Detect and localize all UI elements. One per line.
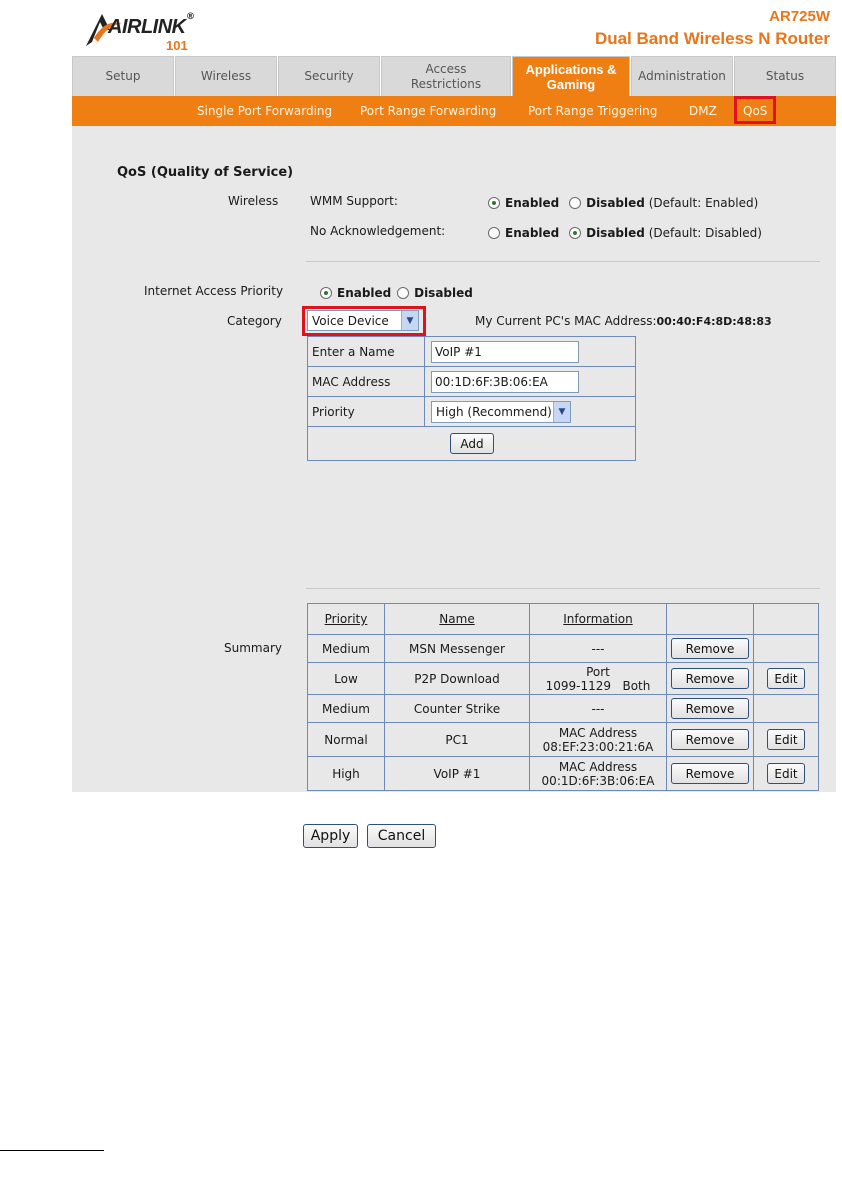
row-info bbox=[530, 663, 667, 695]
tab-administration[interactable]: Administration bbox=[631, 56, 733, 96]
row-info-line2: 08:EF:23:00:21:6A bbox=[542, 739, 654, 754]
logo-number: 101 bbox=[166, 38, 188, 53]
subnav-qos[interactable]: QoS bbox=[743, 104, 768, 118]
logo-wordmark: AIRLINK bbox=[108, 16, 186, 38]
row-info bbox=[530, 635, 667, 663]
wmm-radio-group bbox=[488, 196, 758, 210]
category-label: Category bbox=[227, 314, 282, 328]
row-remove-cell bbox=[667, 723, 754, 757]
priority-cell bbox=[425, 397, 636, 427]
device-name-input[interactable]: VoIP #1 bbox=[431, 341, 579, 363]
row-name: PC1 bbox=[385, 723, 530, 757]
wireless-label: Wireless bbox=[228, 194, 279, 208]
wmm-disabled-label: Disabled bbox=[586, 196, 645, 210]
iap-enabled-radio[interactable] bbox=[320, 287, 332, 299]
row-remove-cell bbox=[667, 635, 754, 663]
chevron-down-icon: ▼ bbox=[401, 311, 418, 330]
row-priority: Low bbox=[308, 663, 385, 695]
subnav-single-port-forwarding[interactable]: Single Port Forwarding bbox=[197, 104, 333, 118]
sub-navigation bbox=[72, 96, 836, 126]
tab-applications-gaming[interactable]: Applications & Gaming bbox=[512, 56, 630, 96]
iap-disabled-label: Disabled bbox=[414, 286, 473, 300]
subnav-port-range-triggering[interactable]: Port Range Triggering bbox=[528, 104, 658, 118]
header-cell bbox=[530, 604, 667, 635]
wmm-disabled-radio[interactable] bbox=[569, 197, 581, 209]
row-info bbox=[530, 695, 667, 723]
row-name: P2P Download bbox=[385, 663, 530, 695]
internet-access-priority-label: Internet Access Priority bbox=[144, 284, 284, 298]
no-acknowledgement-label: No Acknowledgement: bbox=[310, 224, 446, 238]
tab-wireless[interactable]: Wireless bbox=[175, 56, 277, 96]
priority-select[interactable] bbox=[431, 401, 571, 423]
row-priority: High bbox=[308, 757, 385, 791]
current-mac-value: 00:40:F4:8D:48:83 bbox=[656, 315, 772, 328]
remove-button[interactable]: Remove bbox=[671, 763, 749, 784]
divider bbox=[306, 588, 820, 589]
summary-table bbox=[307, 603, 819, 791]
add-button[interactable]: Add bbox=[450, 433, 494, 454]
wmm-enabled-radio[interactable] bbox=[488, 197, 500, 209]
footnote-rule bbox=[0, 1150, 104, 1151]
row-name: MSN Messenger bbox=[385, 635, 530, 663]
summary-label: Summary bbox=[224, 641, 282, 655]
noack-enabled-label: Enabled bbox=[505, 226, 560, 240]
device-entry-form bbox=[307, 336, 636, 461]
iap-radio-group bbox=[320, 286, 473, 300]
noack-disabled-label: Disabled bbox=[586, 226, 645, 240]
enter-name-cell bbox=[425, 337, 636, 367]
priority-select-value: High (Recommend) bbox=[436, 404, 552, 419]
noack-radio-group bbox=[488, 226, 762, 240]
wmm-enabled-label: Enabled bbox=[505, 196, 560, 210]
row-info-line1: --- bbox=[591, 701, 605, 716]
category-select[interactable] bbox=[307, 310, 419, 331]
header-cell bbox=[754, 604, 819, 635]
noack-enabled-radio[interactable] bbox=[488, 227, 500, 239]
edit-button[interactable]: Edit bbox=[767, 763, 805, 784]
remove-button[interactable]: Remove bbox=[671, 729, 749, 750]
row-info-line1: MAC Address bbox=[558, 725, 638, 740]
chevron-down-icon: ▼ bbox=[553, 402, 570, 422]
table-row bbox=[308, 695, 819, 723]
noack-disabled-radio[interactable] bbox=[569, 227, 581, 239]
enter-name-label: Enter a Name bbox=[308, 337, 425, 367]
add-button-cell bbox=[308, 427, 636, 461]
summary-header-row bbox=[308, 604, 819, 635]
row-info-line1: MAC Address bbox=[558, 759, 638, 774]
edit-button[interactable]: Edit bbox=[767, 668, 805, 689]
edit-button[interactable]: Edit bbox=[767, 729, 805, 750]
row-remove-cell bbox=[667, 663, 754, 695]
divider bbox=[306, 261, 820, 262]
tab-setup[interactable]: Setup bbox=[72, 56, 174, 96]
tab-status[interactable]: Status bbox=[734, 56, 836, 96]
table-row bbox=[308, 723, 819, 757]
noack-default-note: (Default: Disabled) bbox=[648, 226, 762, 240]
row-info-line1: --- bbox=[591, 641, 605, 656]
tab-security[interactable]: Security bbox=[278, 56, 380, 96]
row-edit-cell bbox=[754, 695, 819, 723]
priority-label: Priority bbox=[308, 397, 425, 427]
row-remove-cell bbox=[667, 695, 754, 723]
remove-button[interactable]: Remove bbox=[671, 698, 749, 719]
page-title: QoS (Quality of Service) bbox=[117, 165, 294, 180]
main-tabs bbox=[72, 56, 836, 96]
table-row bbox=[308, 757, 819, 791]
product-name: Dual Band Wireless N Router bbox=[594, 29, 830, 48]
category-select-value: Voice Device bbox=[312, 313, 389, 328]
row-info bbox=[530, 757, 667, 791]
qos-highlight-box bbox=[734, 96, 776, 124]
row-priority: Medium bbox=[308, 695, 385, 723]
apply-button[interactable]: Apply bbox=[303, 824, 358, 848]
logo-registered-mark: ® bbox=[186, 12, 195, 22]
header-name[interactable]: Name bbox=[439, 612, 475, 626]
subnav-port-range-forwarding[interactable]: Port Range Forwarding bbox=[360, 104, 497, 118]
row-edit-cell bbox=[754, 757, 819, 791]
row-edit-cell bbox=[754, 635, 819, 663]
row-info bbox=[530, 723, 667, 757]
row-edit-cell bbox=[754, 723, 819, 757]
table-row bbox=[308, 663, 819, 695]
row-info-line2: 1099-1129 Both bbox=[545, 678, 651, 693]
header-cell bbox=[385, 604, 530, 635]
subnav-dmz[interactable]: DMZ bbox=[689, 104, 717, 118]
current-mac-info bbox=[475, 314, 772, 328]
model-name: AR725W bbox=[769, 8, 830, 25]
cancel-button[interactable]: Cancel bbox=[367, 824, 436, 848]
iap-disabled-radio[interactable] bbox=[397, 287, 409, 299]
wmm-support-label: WMM Support: bbox=[310, 194, 398, 208]
row-priority: Medium bbox=[308, 635, 385, 663]
remove-button[interactable]: Remove bbox=[671, 638, 749, 659]
header-information[interactable]: Information bbox=[563, 612, 633, 626]
row-remove-cell bbox=[667, 757, 754, 791]
mac-address-label: MAC Address bbox=[308, 367, 425, 397]
row-priority: Normal bbox=[308, 723, 385, 757]
row-info-line2: 00:1D:6F:3B:06:EA bbox=[541, 773, 655, 788]
table-row bbox=[308, 635, 819, 663]
row-info-line1: Port bbox=[586, 664, 610, 679]
tab-access-restrictions[interactable]: Access Restrictions bbox=[381, 56, 511, 96]
row-name: Counter Strike bbox=[385, 695, 530, 723]
header-cell bbox=[308, 604, 385, 635]
iap-enabled-label: Enabled bbox=[337, 286, 392, 300]
mac-address-input[interactable]: 00:1D:6F:3B:06:EA bbox=[431, 371, 579, 393]
wmm-default-note: (Default: Enabled) bbox=[648, 196, 759, 210]
remove-button[interactable]: Remove bbox=[671, 668, 749, 689]
header-cell bbox=[667, 604, 754, 635]
row-edit-cell bbox=[754, 663, 819, 695]
header-priority[interactable]: Priority bbox=[324, 612, 368, 626]
row-name: VoIP #1 bbox=[385, 757, 530, 791]
mac-address-cell bbox=[425, 367, 636, 397]
current-mac-label: My Current PC's MAC Address: bbox=[475, 314, 657, 328]
